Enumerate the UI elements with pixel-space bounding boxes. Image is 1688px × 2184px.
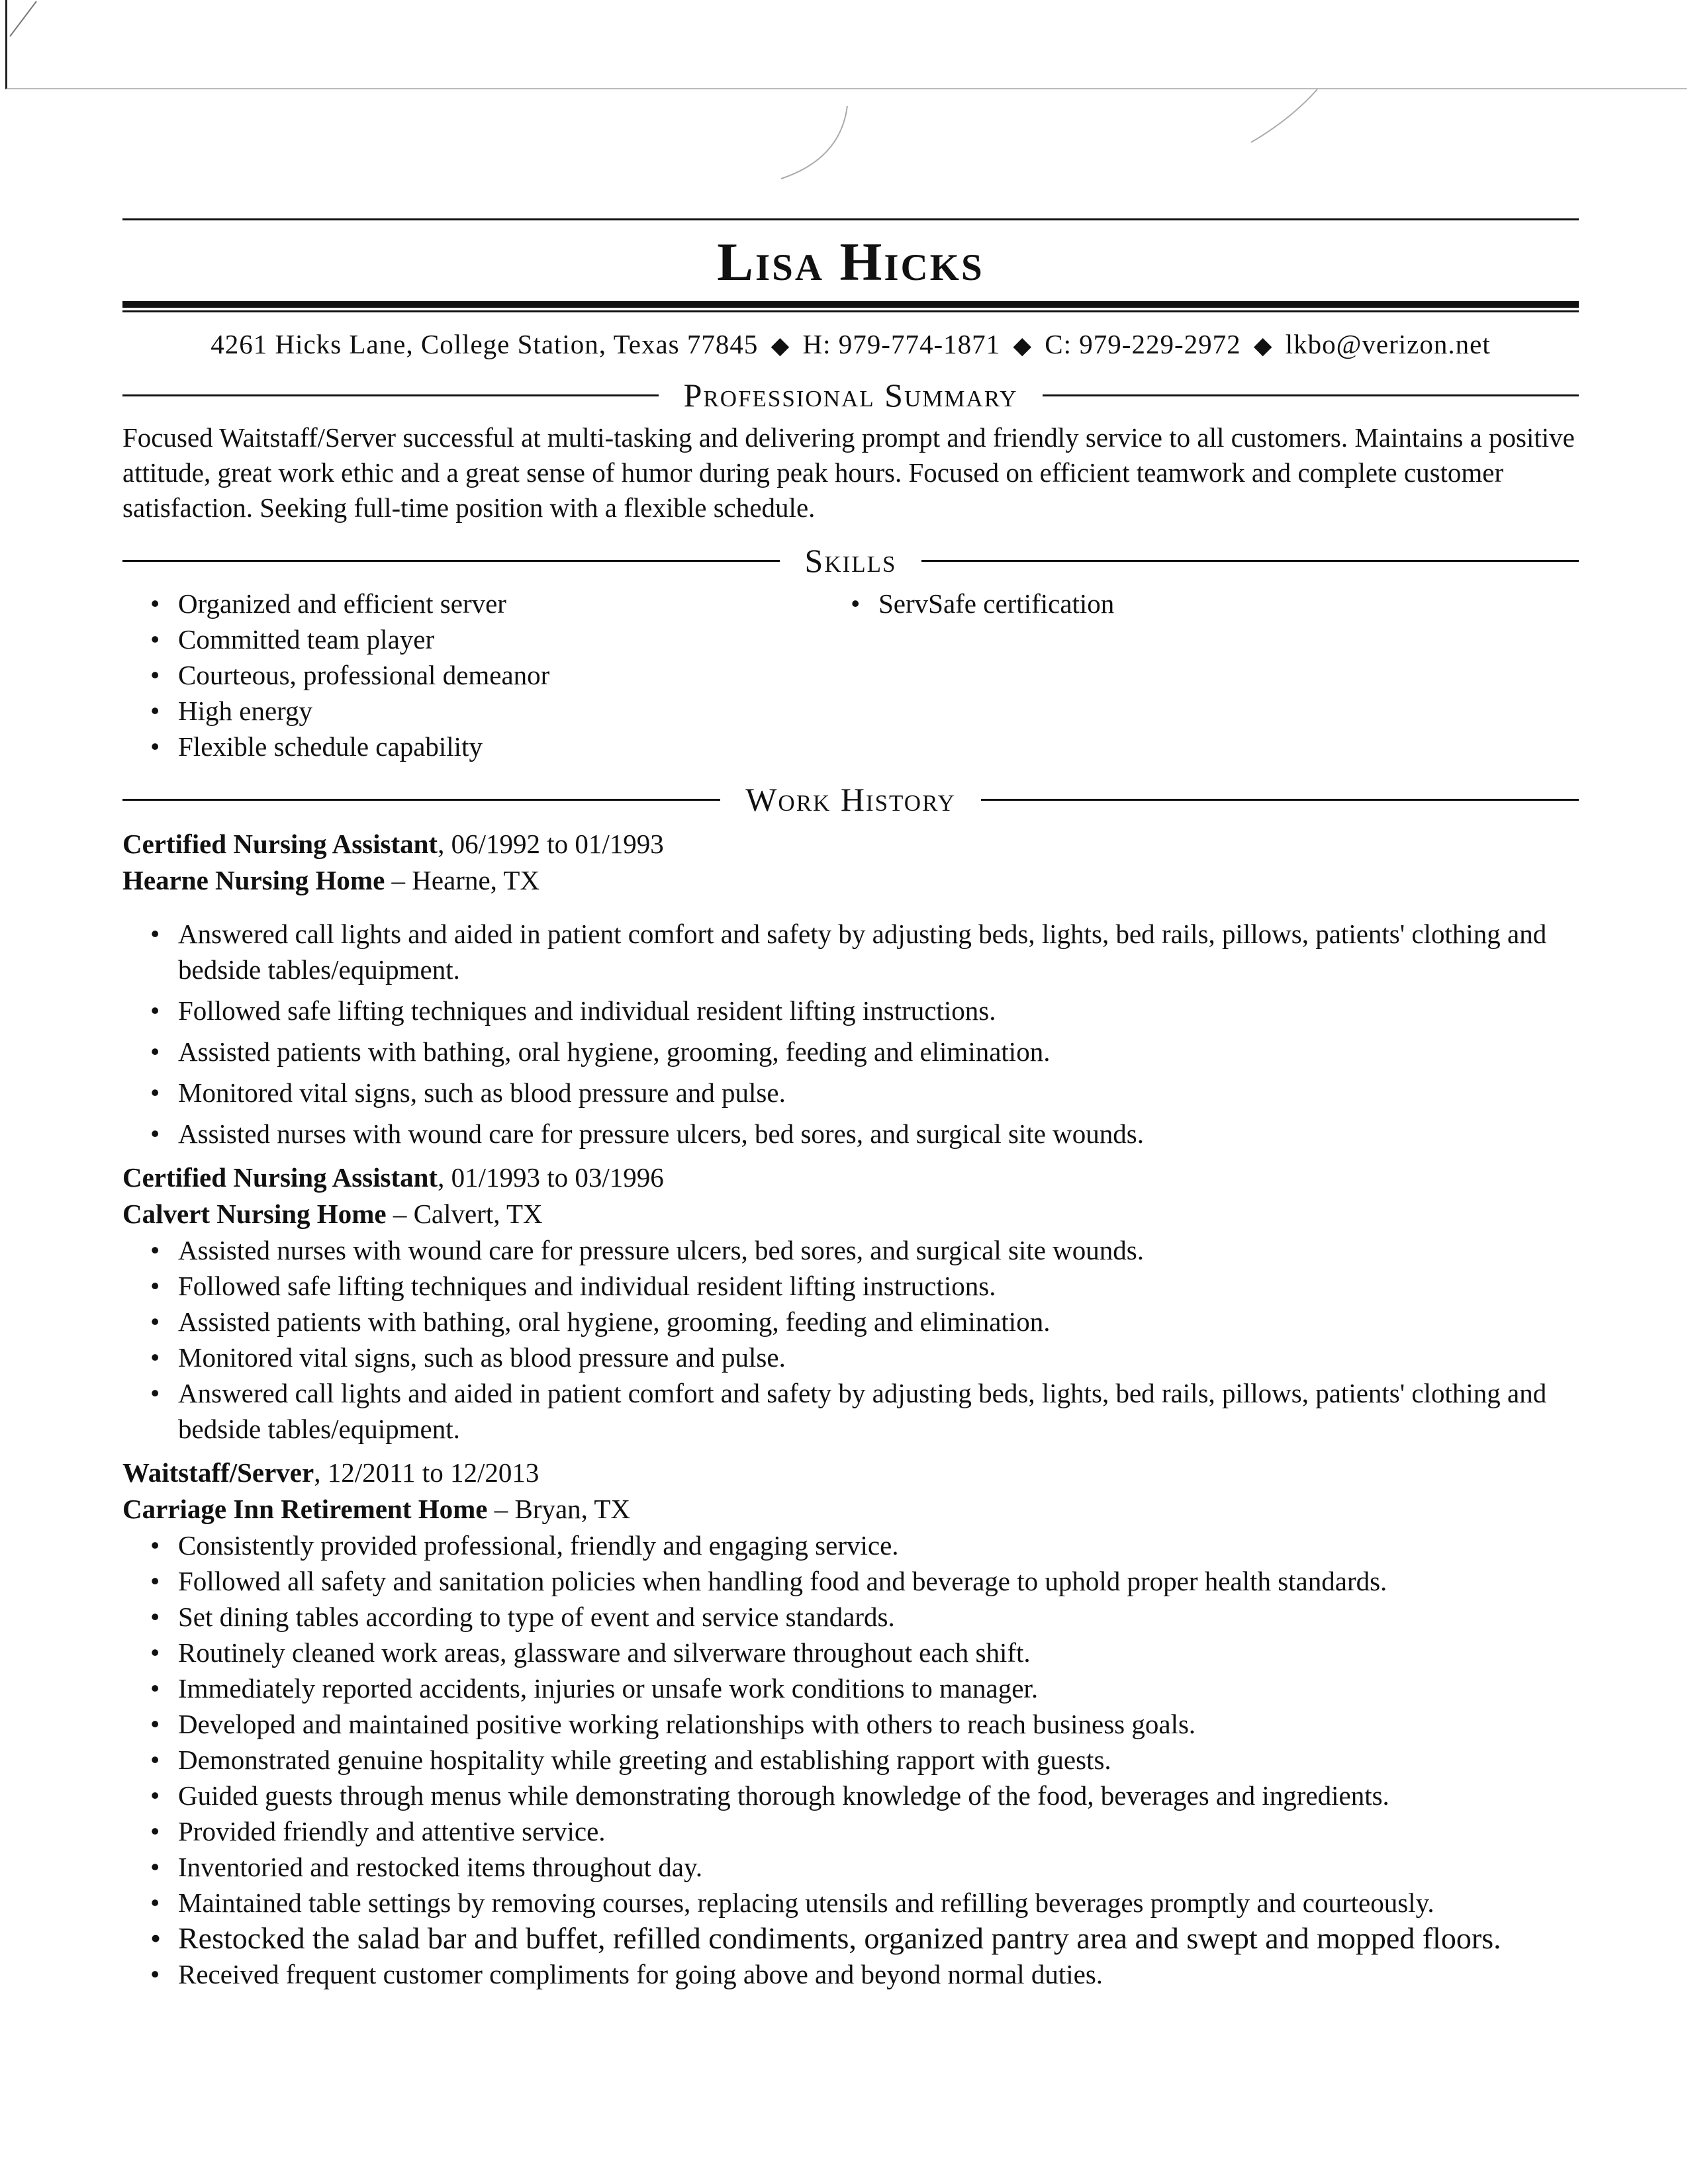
skill-item: • Committed team player — [150, 621, 851, 657]
job-bullets — [122, 916, 1579, 1152]
diamond-icon: ◆ — [771, 332, 790, 359]
heading-rule — [981, 799, 1579, 801]
scan-border — [5, 0, 1687, 89]
job-title: Certified Nursing Assistant — [122, 829, 438, 860]
job-bullet: • Restocked the salad bar and buffet, refilled condiments, organized pantry area and swept and mopped floors. — [122, 1921, 1579, 1956]
job-bullet: • Assisted nurses with wound care for pressure ulcers, bed sores, and surgical site wounds. — [122, 1116, 1579, 1152]
job-employer-line — [122, 1491, 1579, 1527]
skills-column-left — [122, 586, 851, 764]
pencil-mark — [1244, 86, 1324, 146]
job-bullets — [122, 1232, 1579, 1447]
job-title-line — [122, 1455, 1579, 1491]
job-bullet: • Maintained table settings by removing courses, replacing utensils and refilling beverages promptly and courteously. — [122, 1885, 1579, 1921]
job-bullet: • Immediately reported accidents, injuries or unsafe work conditions to manager. — [122, 1670, 1579, 1706]
job-title: Waitstaff/Server — [122, 1457, 314, 1488]
skills-heading — [122, 543, 1579, 579]
job-bullet: • Monitored vital signs, such as blood pressure and pulse. — [122, 1340, 1579, 1375]
skill-item: • Organized and efficient server — [150, 586, 851, 621]
skills-list — [122, 586, 1579, 764]
skill-item: • Courteous, professional demeanor — [150, 657, 851, 693]
job-location: – Bryan, TX — [487, 1494, 631, 1525]
heading-rule — [122, 799, 720, 801]
job-employer: Calvert Nursing Home — [122, 1199, 387, 1230]
summary-text: Focused Waitstaff/Server successful at multi-tasking and delivering prompt and friendly service to all customers. Maintains a positive attitude, great work ethic and a great sense of humor during peak hours. Focused on efficient teamwork and complete customer satisfaction. Seeking full-time position with a flexible schedule. — [122, 422, 1575, 523]
job-bullet: • Guided guests through menus while demonstrating thorough knowledge of the food, beverages and ingredients. — [122, 1778, 1579, 1813]
job-bullet: • Consistently provided professional, friendly and engaging service. — [122, 1527, 1579, 1563]
job-employer-line — [122, 862, 1579, 899]
job-entry — [122, 826, 1579, 1152]
skill-item: • High energy — [150, 693, 851, 729]
skill-item: • ServSafe certification — [851, 586, 1114, 621]
contact-line — [122, 328, 1579, 360]
job-dates: , 01/1993 to 03/1996 — [438, 1162, 664, 1193]
job-bullet: • Received frequent customer compliments for going above and beyond normal duties. — [122, 1956, 1579, 1992]
job-bullet: • Provided friendly and attentive service. — [122, 1813, 1579, 1849]
job-bullet: • Set dining tables according to type of event and service standards. — [122, 1599, 1579, 1635]
contact-address: 4261 Hicks Lane, College Station, Texas 77845 — [211, 329, 759, 360]
skill-item: • Flexible schedule capability — [150, 729, 851, 764]
job-title-line — [122, 1160, 1579, 1196]
header-rule-thick — [122, 301, 1579, 308]
work-heading — [122, 782, 1579, 818]
contact-email: lkbo@verizon.net — [1285, 329, 1491, 360]
contact-home-phone: H: 979-774-1871 — [802, 329, 1001, 360]
job-entry — [122, 1160, 1579, 1447]
contact-cell-phone: C: 979-229-2972 — [1045, 329, 1241, 360]
job-bullet: • Assisted patients with bathing, oral hygiene, grooming, feeding and elimination. — [122, 1304, 1579, 1340]
job-bullet: • Assisted nurses with wound care for pressure ulcers, bed sores, and surgical site wounds. — [122, 1232, 1579, 1268]
skills-column-right — [851, 586, 1114, 764]
job-bullet: • Monitored vital signs, such as blood pressure and pulse. — [122, 1075, 1579, 1111]
header-rule-top — [122, 218, 1579, 220]
skills-title: Skills — [804, 542, 897, 580]
job-bullet: • Assisted patients with bathing, oral hygiene, grooming, feeding and elimination. — [122, 1034, 1579, 1069]
job-dates: , 06/1992 to 01/1993 — [438, 829, 664, 860]
job-bullet: • Answered call lights and aided in patient comfort and safety by adjusting beds, lights, bed rails, pillows, patients' clothing and bedside tables/equipment. — [122, 1375, 1579, 1447]
job-bullet: • Answered call lights and aided in patient comfort and safety by adjusting beds, lights, bed rails, pillows, patients' clothing and bedside tables/equipment. — [122, 916, 1579, 987]
job-location: – Calvert, TX — [386, 1199, 543, 1230]
diamond-icon: ◆ — [1013, 332, 1033, 359]
job-bullet: • Followed safe lifting techniques and individual resident lifting instructions. — [122, 993, 1579, 1028]
job-entry — [122, 1455, 1579, 1992]
job-employer: Hearne Nursing Home — [122, 865, 385, 896]
summary-heading — [122, 377, 1579, 414]
job-bullet: • Inventoried and restocked items throughout day. — [122, 1849, 1579, 1885]
job-bullets — [122, 1527, 1579, 1992]
job-bullet: • Developed and maintained positive working relationships with others to reach business goals. — [122, 1706, 1579, 1742]
job-dates: , 12/2011 to 12/2013 — [314, 1457, 539, 1488]
summary-title: Professional Summary — [683, 377, 1018, 414]
heading-rule — [122, 394, 659, 396]
job-title: Certified Nursing Assistant — [122, 1162, 438, 1193]
diamond-icon: ◆ — [1253, 332, 1273, 359]
pencil-mark — [7, 0, 46, 40]
heading-rule — [1043, 394, 1579, 396]
job-bullet: • Routinely cleaned work areas, glassware and silverware throughout each shift. — [122, 1635, 1579, 1670]
heading-rule — [921, 560, 1579, 562]
work-title: Work History — [745, 781, 956, 819]
job-location: – Hearne, TX — [385, 865, 540, 896]
job-title-line — [122, 826, 1579, 862]
job-bullet: • Demonstrated genuine hospitality while greeting and establishing rapport with guests. — [122, 1742, 1579, 1778]
pencil-mark — [768, 99, 861, 192]
job-bullet: • Followed all safety and sanitation policies when handling food and beverage to uphold proper health standards. — [122, 1563, 1579, 1599]
resume-page — [122, 218, 1579, 1992]
header-rule-thin — [122, 310, 1579, 312]
heading-rule — [122, 560, 780, 562]
candidate-name: Lisa Hicks — [717, 232, 984, 292]
job-bullet: • Followed safe lifting techniques and individual resident lifting instructions. — [122, 1268, 1579, 1304]
job-employer-line — [122, 1196, 1579, 1232]
job-employer: Carriage Inn Retirement Home — [122, 1494, 488, 1525]
